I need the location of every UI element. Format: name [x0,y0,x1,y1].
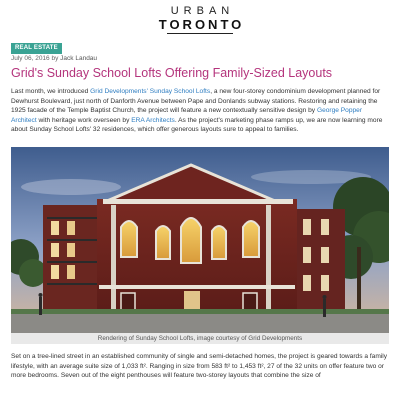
byline-by: by [51,55,59,62]
logo-underline [167,33,233,34]
logo-text-toronto: TORONTO [158,17,245,32]
article-paragraph-1 [11,87,389,135]
p1-text-3: with heritage work overseen by [36,116,132,124]
article-paragraph-2: Set on a tree-lined street in an established community of single and semi-detached homes, the project is geared towards a family lifestyle, with an average suite size of 1,033 ft². Ranging in size from 583 ft² to 1,453 ft², 27 of the 32 units on offer feature two or more bedrooms. Seven out of the eight penthouses will feature two-storey layouts that combine the size of [11,353,388,380]
article-date: July 06, 2016 [11,55,50,62]
link-george-popper[interactable]: George Popper Architect [11,107,363,124]
article-title: Grid's Sunday School Lofts Offering Family-Sized Layouts [11,66,333,80]
link-era-architects[interactable]: ERA Architects [131,116,175,124]
image-caption: Rendering of Sunday School Lofts, image courtesy of Grid Developments [11,333,389,344]
site-logo[interactable] [0,6,400,34]
author-name[interactable]: Jack Landau [60,55,98,62]
building-rendering [11,147,389,333]
logo-text-urban: URBAN [170,5,235,17]
p1-text-1: Last month, we introduced [11,88,91,95]
p1-text-4: . As the project's marketing phase ramps up, we are now learning more about Sunday School Lofts' 32 residences, which offer generous layouts sure to appeal to families. [11,116,383,134]
link-grid-developments[interactable]: Grid Developments' Sunday School Lofts [90,88,211,95]
p1-text-2: , a new four-storey condominium development planned for Dewhurst Boulevard, just north of Danforth Avenue between Pape and Donlands subway stations. Restoring and retaining the 1925 facade of the Temple Baptist Church, the project will feature a new contextually sensitive design by [11,88,381,115]
article-image[interactable] [11,147,389,333]
category-tag[interactable]: REAL ESTATE [11,43,62,54]
article-byline [11,55,97,63]
